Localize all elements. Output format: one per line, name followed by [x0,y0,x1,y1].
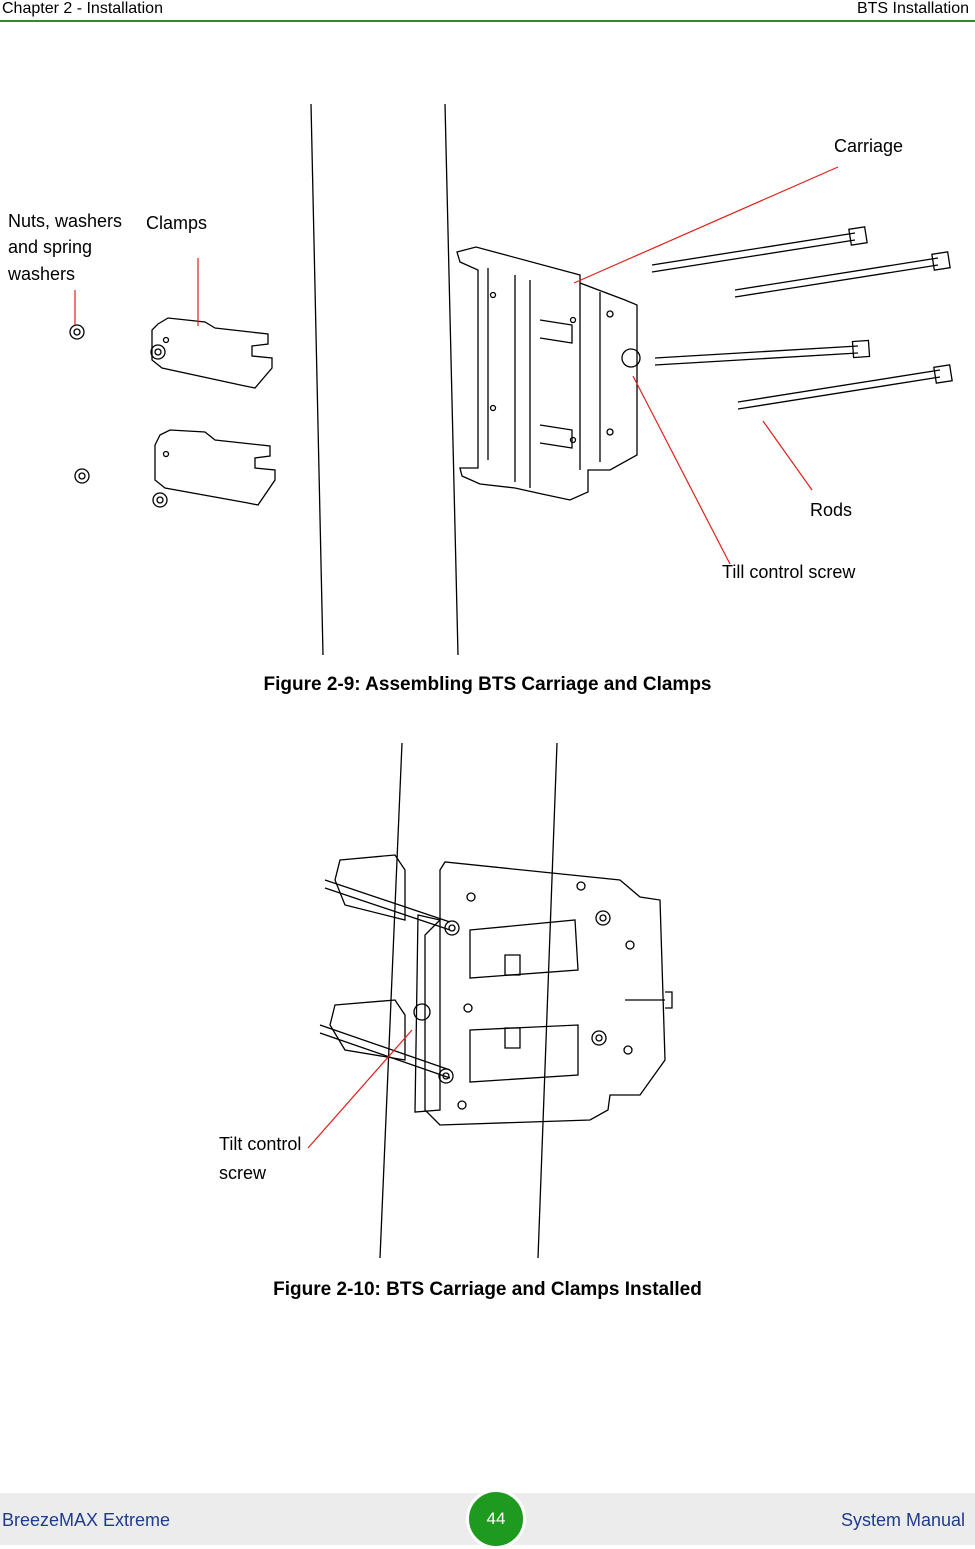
figure2-caption: Figure 2-10: BTS Carriage and Clamps Installed [273,1279,702,1300]
page-number-badge: 44 [466,1489,526,1549]
figure-carriage-installed [0,735,975,1270]
figure1-caption: Figure 2-9: Assembling BTS Carriage and Clamps [263,674,712,695]
label-nuts-3: washers [8,264,76,284]
label-carriage: Carriage [834,136,904,156]
label-tilt-screw: Till control screw [722,562,856,582]
label-rods: Rods [810,500,853,520]
page-footer [0,1493,975,1545]
carriage-installed [414,862,672,1125]
label-nuts-1: Nuts, washers [8,211,123,231]
section-title: BTS Installation [856,0,969,17]
label-nuts-2: and spring [8,237,93,257]
label-clamps: Clamps [146,213,208,233]
label-tilt-control-2: screw [219,1163,267,1183]
clamps [152,318,275,505]
carriage-bracket [457,247,640,500]
figure-assembling-carriage [0,90,975,670]
chapter-title: Chapter 2 - Installation [2,0,163,17]
rods [652,227,952,409]
page-header [0,0,975,22]
label-tilt-control-1: Tilt control [219,1134,302,1154]
header-rule [0,20,975,22]
product-name: BreezeMAX Extreme [2,1510,171,1530]
manual-name: System Manual [840,1510,965,1530]
